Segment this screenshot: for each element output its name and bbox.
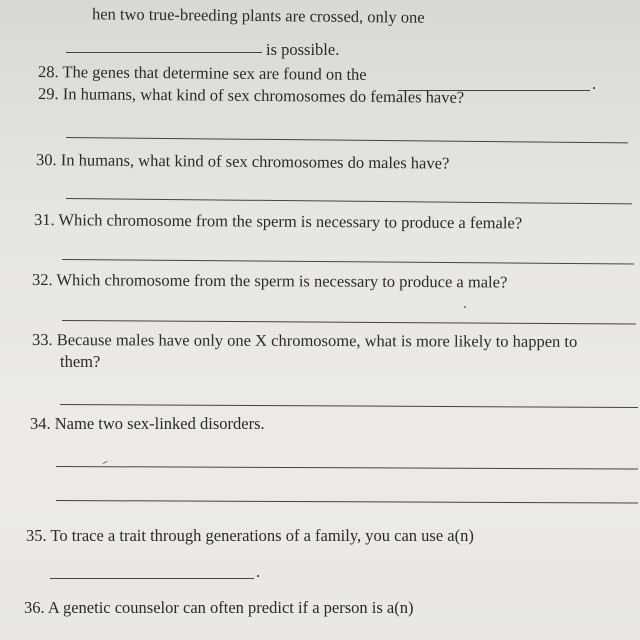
answer-line-33[interactable]: [60, 404, 638, 408]
question-36: [24, 598, 413, 618]
question-34-number: 34.: [30, 414, 51, 433]
question-30: [36, 150, 450, 174]
question-29-number: 29.: [37, 84, 59, 104]
question-27-text: [92, 4, 425, 27]
answer-line-34b[interactable]: [56, 500, 638, 504]
question-31-text: Which chromosome from the sperm is necessary to produce a female?: [58, 210, 523, 233]
question-29: [38, 84, 464, 108]
question-28: [38, 62, 367, 85]
question-28-end: .: [592, 74, 597, 93]
question-28-number: 28.: [37, 62, 59, 82]
answer-line-35[interactable]: [50, 578, 254, 579]
question-29-text: In humans, what kind of sex chromosomes do females have?: [62, 84, 465, 107]
question-33-line1: Because males have only one X chromosome, what is more likely to happen to: [56, 330, 578, 351]
question-30-text: In humans, what kind of sex chromosomes do males have?: [60, 150, 450, 173]
answer-line-29[interactable]: [66, 137, 628, 143]
pencil-mark: [102, 461, 108, 465]
pencil-mark: [464, 306, 466, 308]
question-27-end: is possible.: [266, 40, 340, 59]
question-30-number: 30.: [35, 150, 57, 170]
question-28-text: The genes that determine sex are found on the: [62, 62, 367, 84]
answer-line-31[interactable]: [62, 259, 634, 264]
question-33: [32, 330, 577, 352]
answer-line-34a[interactable]: [56, 466, 638, 470]
answer-line-27[interactable]: [66, 52, 262, 53]
question-35-number: 35.: [26, 526, 47, 545]
question-35-text: To trace a trait through generations of a family, you can use a(n): [50, 526, 474, 545]
question-32-text: Which chromosome from the sperm is necessary to produce a male?: [56, 270, 508, 292]
question-33-number: 33.: [31, 330, 53, 350]
question-35-end: .: [256, 562, 261, 581]
question-36-text: A genetic counselor can often predict if a person is a(n): [47, 598, 414, 617]
question-27-tail: hen two true-breeding plants are crossed, only one: [91, 4, 425, 27]
question-34-text: Name two sex-linked disorders.: [54, 414, 265, 433]
question-31: [34, 210, 522, 233]
question-34: [30, 414, 265, 434]
question-32: [32, 270, 507, 292]
answer-line-30[interactable]: [66, 198, 632, 204]
question-35: [26, 526, 474, 546]
answer-line-32[interactable]: [62, 320, 636, 325]
question-36-number: 36.: [24, 598, 45, 617]
question-31-number: 31.: [33, 210, 55, 230]
question-33-line2: them?: [60, 352, 101, 371]
question-32-number: 32.: [31, 270, 53, 290]
